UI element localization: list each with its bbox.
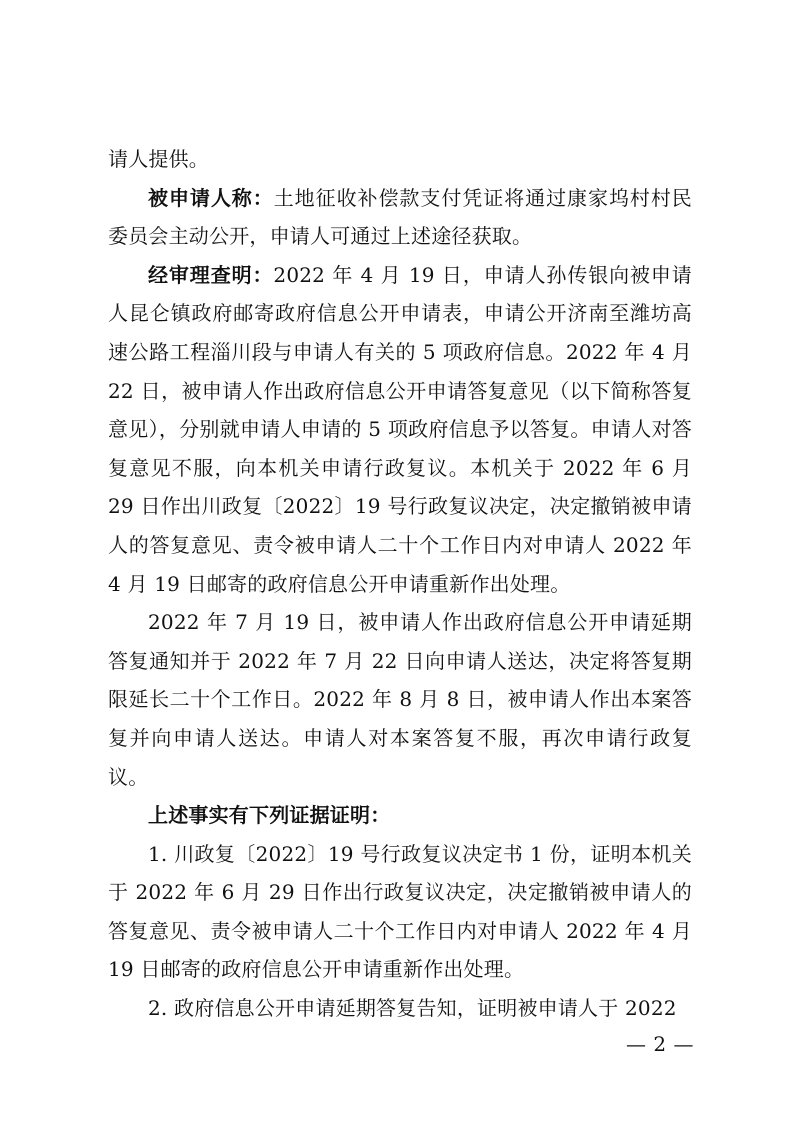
paragraph-extension: 2022 年 7 月 19 日，被申请人作出政府信息公开申请延期答复通知并于 2022 年 7 月 22 日向申请人送达，决定将答复期限延长二十个工作日。2022 年 8 月 8 日，被申请人作出本案答复并向申请人送达。申请人对本案答复不服，再次申请行政复议。	[108, 610, 692, 789]
document-body	[108, 140, 692, 1028]
paragraph-findings	[108, 256, 692, 603]
respondent-claims-text: 土地征收补偿款支付凭证将通过康家坞村村民委员会主动公开，申请人可通过上述途径获取。	[108, 185, 693, 249]
evidence-item-1: 1. 川政复〔2022〕19 号行政复议决定书 1 份，证明本机关于 2022 年 6 月 29 日作出行政复议决定，决定撤销被申请人的答复意见、责令被申请人二十个工作日内对申请人 2022 年 4 月 19 日邮寄的政府信息公开申请重新作出处理。	[108, 841, 692, 982]
evidence-item-2: 2. 政府信息公开申请延期答复告知，证明被申请人于 2022	[148, 996, 677, 1021]
page-number: — 2 —	[626, 1032, 694, 1056]
findings-text: 2022 年 4 月 19 日，申请人孙传银向被申请人昆仑镇政府邮寄政府信息公开申请表，申请公开济南至潍坊高速公路工程淄川段与申请人有关的 5 项政府信息。2022 年 4 月 22 日，被申请人作出政府信息公开申请答复意见（以下简称答复意见），分别就申请人申请的 5 项政府信息予以答复。申请人对答复意见不服，向本机关申请行政复议。本机关于 2022 年 6 月 29 日作出川政复〔2022〕19 号行政复议决定，决定撤销被申请人的答复意见、责令被申请人二十个工作日内对申请人 2022 年 4 月 19 日邮寄的政府信息公开申请重新作出处理。	[108, 262, 693, 596]
findings-heading: 经审理查明：	[148, 262, 274, 287]
paragraph-respondent-claims	[108, 179, 692, 256]
evidence-heading: 上述事实有下列证据证明：	[148, 803, 391, 828]
paragraph-continuation: 请人提供。	[108, 147, 209, 171]
respondent-claims-heading: 被申请人称：	[148, 185, 274, 210]
